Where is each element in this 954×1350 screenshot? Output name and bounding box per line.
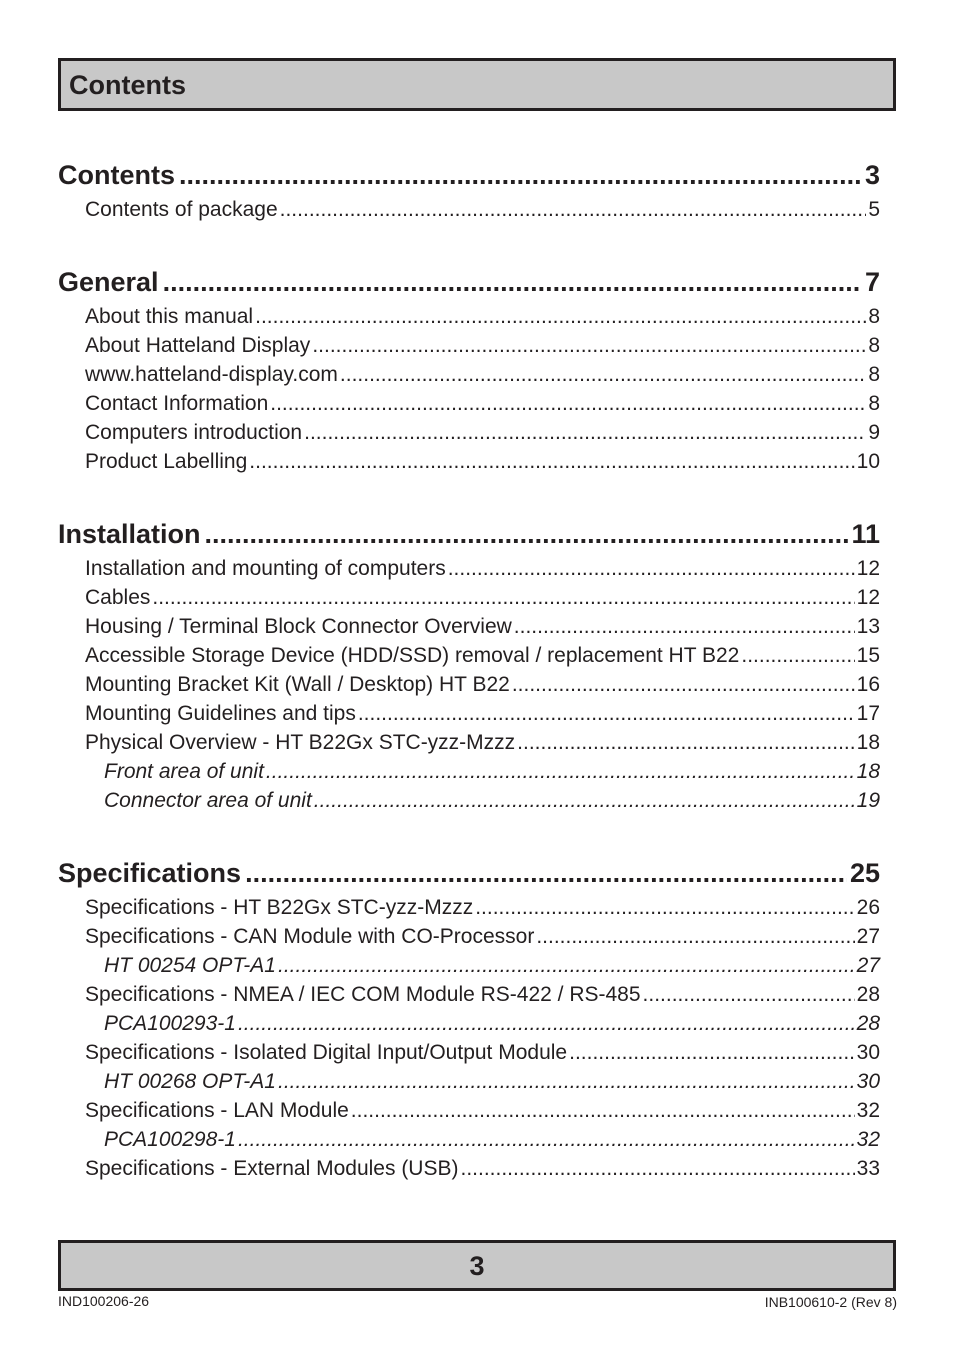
toc-entry-label: Product Labelling xyxy=(85,450,248,473)
toc-entry-label: Connector area of unit xyxy=(104,789,312,812)
toc-entry-level2[interactable] xyxy=(58,893,880,922)
page-footer-bar xyxy=(58,1240,896,1291)
toc-entry-page: 25 xyxy=(849,858,880,888)
toc-entry-label: General xyxy=(58,267,159,297)
toc-entry-label: Specifications - Isolated Digital Input/Output Module xyxy=(85,1041,568,1064)
toc-entry-label: Installation xyxy=(58,519,201,549)
toc-entry-level2[interactable] xyxy=(58,728,880,757)
toc-entry-page: 17 xyxy=(856,702,880,725)
toc-entry-page: 26 xyxy=(856,896,880,919)
dot-leader xyxy=(163,262,862,302)
toc-entry-page: 8 xyxy=(868,305,880,328)
toc-entry-level1[interactable] xyxy=(58,262,880,302)
dot-leader xyxy=(569,1038,855,1067)
toc-entry-label: Specifications xyxy=(58,858,242,888)
toc-entry-label: Specifications - CAN Module with CO-Processor xyxy=(85,925,535,948)
toc-entry-page: 8 xyxy=(868,392,880,415)
toc-entry-page: 18 xyxy=(856,731,880,754)
toc-entry-level3[interactable] xyxy=(58,1125,880,1154)
toc-entry-page: 11 xyxy=(851,519,880,549)
toc-entry-page: 9 xyxy=(868,421,880,444)
toc-entry-page: 8 xyxy=(868,363,880,386)
dot-leader xyxy=(517,728,854,757)
dot-leader xyxy=(255,302,866,331)
toc-entry-level2[interactable] xyxy=(58,195,880,224)
toc-entry-label: Specifications - NMEA / IEC COM Module RS-422 / RS-485 xyxy=(85,983,641,1006)
dot-leader xyxy=(514,612,855,641)
toc-entry-page: 30 xyxy=(856,1041,880,1064)
dot-leader xyxy=(448,554,855,583)
toc-entry-page: 15 xyxy=(856,644,880,667)
toc-entry-label: Specifications - LAN Module xyxy=(85,1099,349,1122)
dot-leader xyxy=(536,922,854,951)
dot-leader xyxy=(238,1125,855,1154)
toc-entry-label: About this manual xyxy=(85,305,254,328)
toc-entry-label: Installation and mounting of computers xyxy=(85,557,446,580)
toc-entry-page: 3 xyxy=(864,160,880,190)
toc-entry-label: Specifications - HT B22Gx STC-yzz-Mzzz xyxy=(85,896,474,919)
toc-entry-level2[interactable] xyxy=(58,447,880,476)
toc-section xyxy=(58,262,880,476)
dot-leader xyxy=(280,195,867,224)
toc-section xyxy=(58,853,880,1183)
toc-entry-label: Physical Overview - HT B22Gx STC-yzz-Mzzz xyxy=(85,731,516,754)
toc-entry-label: HT 00254 OPT-A1 xyxy=(104,954,276,977)
toc-entry-page: 30 xyxy=(856,1070,880,1093)
toc-entry-level2[interactable] xyxy=(58,922,880,951)
toc-entry-page: 19 xyxy=(856,789,880,812)
toc-entry-level1[interactable] xyxy=(58,155,880,195)
toc-entry-level2[interactable] xyxy=(58,583,880,612)
toc-entry-page: 27 xyxy=(856,954,880,977)
toc-entry-level3[interactable] xyxy=(58,1009,880,1038)
dot-leader xyxy=(278,951,855,980)
toc-entry-label: Accessible Storage Device (HDD/SSD) removal / replacement HT B22 xyxy=(85,644,740,667)
toc-entry-level2[interactable] xyxy=(58,1038,880,1067)
toc-entry-page: 7 xyxy=(864,267,880,297)
toc-section xyxy=(58,514,880,815)
toc-entry-page: 33 xyxy=(856,1157,880,1180)
toc-entry-level1[interactable] xyxy=(58,853,880,893)
dot-leader xyxy=(270,389,866,418)
doc-id-left: IND100206-26 xyxy=(58,1293,150,1309)
dot-leader xyxy=(512,670,855,699)
toc-entry-page: 16 xyxy=(856,673,880,696)
toc-entry-level3[interactable] xyxy=(58,786,880,815)
toc-entry-level2[interactable] xyxy=(58,1154,880,1183)
page-number: 3 xyxy=(469,1251,485,1281)
page-header-bar xyxy=(58,58,896,111)
dot-leader xyxy=(741,641,854,670)
toc-entry-level3[interactable] xyxy=(58,757,880,786)
toc-entry-level2[interactable] xyxy=(58,612,880,641)
dot-leader xyxy=(475,893,854,922)
dot-leader xyxy=(238,1009,855,1038)
toc-entry-level2[interactable] xyxy=(58,980,880,1009)
toc-entry-label: PCA100293-1 xyxy=(104,1012,236,1035)
toc-entry-label: Contact Information xyxy=(85,392,269,415)
dot-leader xyxy=(179,155,862,195)
dot-leader xyxy=(278,1067,855,1096)
dot-leader xyxy=(643,980,855,1009)
dot-leader xyxy=(351,1096,855,1125)
dot-leader xyxy=(312,331,866,360)
toc-entry-page: 27 xyxy=(856,925,880,948)
toc-entry-level2[interactable] xyxy=(58,699,880,728)
toc-entry-page: 13 xyxy=(856,615,880,638)
toc-entry-level1[interactable] xyxy=(58,514,880,554)
toc-entry-page: 28 xyxy=(856,1012,880,1035)
toc-entry-page: 18 xyxy=(856,760,880,783)
toc-section xyxy=(58,155,880,224)
dot-leader xyxy=(245,853,847,893)
toc-entry-label: Cables xyxy=(85,586,151,609)
toc-entry-page: 28 xyxy=(856,983,880,1006)
dot-leader xyxy=(340,360,866,389)
toc-entry-page: 10 xyxy=(856,450,880,473)
toc-entry-level2[interactable] xyxy=(58,641,880,670)
toc-entry-label: Mounting Guidelines and tips xyxy=(85,702,356,725)
toc-entry-level3[interactable] xyxy=(58,1067,880,1096)
toc-entry-label: PCA100298-1 xyxy=(104,1128,236,1151)
dot-leader xyxy=(205,514,849,554)
dot-leader xyxy=(304,418,866,447)
toc-entry-level2[interactable] xyxy=(58,670,880,699)
toc-entry-label: Specifications - External Modules (USB) xyxy=(85,1157,459,1180)
toc-entry-level2[interactable] xyxy=(58,360,880,389)
table-of-contents xyxy=(58,155,880,1221)
dot-leader xyxy=(314,786,855,815)
toc-entry-label: Computers introduction xyxy=(85,421,303,444)
toc-entry-label: Mounting Bracket Kit (Wall / Desktop) HT B22 xyxy=(85,673,510,696)
toc-entry-label: Contents xyxy=(58,160,175,190)
dot-leader xyxy=(249,447,854,476)
dot-leader xyxy=(152,583,854,612)
toc-entry-level2[interactable] xyxy=(58,302,880,331)
toc-entry-page: 32 xyxy=(856,1128,880,1151)
toc-entry-page: 12 xyxy=(856,586,880,609)
toc-entry-label: About Hatteland Display xyxy=(85,334,311,357)
toc-entry-label: www.hatteland-display.com xyxy=(85,363,338,386)
toc-entry-page: 12 xyxy=(856,557,880,580)
toc-entry-level2[interactable] xyxy=(58,554,880,583)
toc-entry-label: Housing / Terminal Block Connector Overview xyxy=(85,615,512,638)
toc-entry-level3[interactable] xyxy=(58,951,880,980)
dot-leader xyxy=(358,699,855,728)
dot-leader xyxy=(266,757,855,786)
toc-entry-page: 5 xyxy=(868,198,880,221)
toc-entry-level2[interactable] xyxy=(58,1096,880,1125)
page-header-title: Contents xyxy=(69,70,186,100)
doc-id-right: INB100610-2 (Rev 8) xyxy=(764,1294,897,1310)
dot-leader xyxy=(460,1154,854,1183)
toc-entry-level2[interactable] xyxy=(58,331,880,360)
toc-entry-level2[interactable] xyxy=(58,389,880,418)
toc-entry-label: HT 00268 OPT-A1 xyxy=(104,1070,276,1093)
toc-entry-page: 8 xyxy=(868,334,880,357)
toc-entry-label: Contents of package xyxy=(85,198,278,221)
toc-entry-label: Front area of unit xyxy=(104,760,264,783)
toc-entry-level2[interactable] xyxy=(58,418,880,447)
toc-entry-page: 32 xyxy=(856,1099,880,1122)
